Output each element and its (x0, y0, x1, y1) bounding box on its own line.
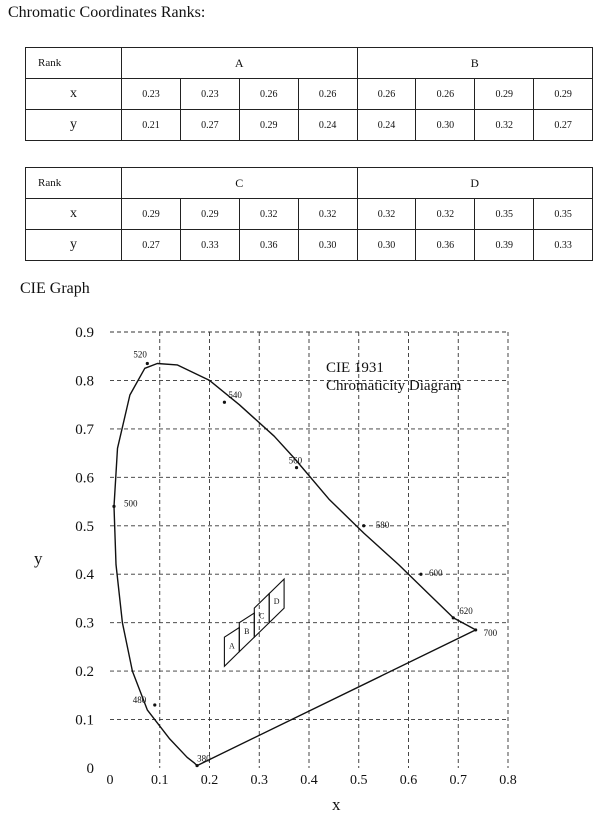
table-cell: 0.32 (298, 199, 357, 230)
table-cell: 0.39 (475, 230, 534, 261)
rank-label: Rank (26, 168, 122, 199)
wavelength-marker (146, 362, 149, 365)
table-cell: 0.23 (180, 79, 239, 110)
grid (110, 332, 508, 768)
chart-title-line: Chromaticity Diagram (326, 378, 462, 394)
y-tick-label: 0.7 (75, 421, 94, 438)
spectral-locus (112, 349, 497, 767)
group-label-c: C (122, 168, 358, 199)
table-cell: 0.29 (475, 79, 534, 110)
table-cell: 0.21 (122, 110, 181, 141)
y-tick-label: 0.4 (75, 567, 94, 584)
table-row (26, 79, 593, 110)
table-cell: 0.35 (534, 199, 593, 230)
rank-regions (224, 579, 284, 666)
rank-table-cd (25, 167, 593, 261)
row-label-y: y (26, 230, 122, 261)
x-tick-label: 0.2 (200, 773, 219, 788)
table-row (26, 110, 593, 141)
spectral-locus-line (114, 364, 476, 766)
table-cell: 0.24 (357, 110, 416, 141)
x-tick-label: 0.1 (151, 773, 169, 788)
y-tick-label: 0.1 (75, 712, 94, 729)
y-tick-label: 0.2 (75, 664, 94, 681)
wavelength-marker (419, 573, 422, 576)
wavelength-label: 520 (133, 349, 147, 360)
wavelength-label: 560 (288, 455, 303, 466)
row-label-y: y (26, 110, 122, 141)
table-cell: 0.33 (534, 230, 593, 261)
group-label-b: B (357, 48, 593, 79)
rank-region-label: C (259, 611, 265, 621)
table-cell: 0.35 (475, 199, 534, 230)
table-cell: 0.26 (239, 79, 298, 110)
wavelength-label: 480 (132, 695, 147, 706)
table-cell: 0.27 (180, 110, 239, 141)
wavelength-marker (153, 703, 156, 706)
chart-title (326, 360, 462, 394)
y-tick-label: 0 (86, 761, 94, 777)
table-cell: 0.33 (180, 230, 239, 261)
table-cell: 0.23 (122, 79, 181, 110)
table-cell: 0.32 (239, 199, 298, 230)
y-axis-title: y (34, 549, 43, 568)
table-cell: 0.24 (298, 110, 357, 141)
x-tick-label: 0.3 (250, 773, 268, 788)
table-cell: 0.26 (298, 79, 357, 110)
x-axis-title: x (332, 795, 341, 814)
x-tick-label: 0 (106, 773, 114, 788)
table-row (26, 199, 593, 230)
rank-region-label: B (244, 627, 250, 637)
wavelength-marker (195, 764, 198, 767)
table-cell: 0.32 (416, 199, 475, 230)
rank-region-label: D (273, 596, 280, 606)
y-tick-label: 0.8 (75, 373, 94, 390)
table-cell: 0.29 (122, 199, 181, 230)
table-cell: 0.27 (534, 110, 593, 141)
wavelength-marker (223, 401, 226, 404)
table-cell: 0.27 (122, 230, 181, 261)
wavelength-label: 580 (375, 519, 390, 530)
y-tick-label: 0.6 (75, 470, 94, 487)
page-heading: Chromatic Coordinates Ranks: (8, 4, 206, 21)
group-label-a: A (122, 48, 358, 79)
table-cell: 0.30 (357, 230, 416, 261)
table-row (26, 230, 593, 261)
table-cell: 0.32 (475, 110, 534, 141)
x-tick-label: 0.4 (300, 773, 318, 788)
wavelength-label: 380 (197, 753, 211, 764)
table-header-row (26, 168, 593, 199)
x-tick-label: 0.5 (350, 773, 368, 788)
wavelength-label: 500 (123, 498, 138, 509)
table-cell: 0.29 (180, 199, 239, 230)
group-label-d: D (357, 168, 593, 199)
table-cell: 0.29 (534, 79, 593, 110)
x-tick-label: 0.6 (399, 773, 418, 788)
rank-region-label: A (228, 641, 235, 651)
wavelength-marker (362, 524, 365, 527)
table-cell: 0.30 (416, 110, 475, 141)
row-label-x: x (26, 79, 122, 110)
y-tick-label: 0.9 (75, 325, 94, 341)
table-header-row (26, 48, 593, 79)
row-label-x: x (26, 199, 122, 230)
wavelength-marker (452, 616, 455, 619)
wavelength-marker (295, 466, 298, 469)
wavelength-marker (474, 628, 477, 631)
wavelength-marker (112, 505, 115, 508)
wavelength-label: 620 (459, 605, 473, 616)
table-cell: 0.26 (357, 79, 416, 110)
x-tick-label: 0.7 (449, 773, 467, 788)
chart-title-line: CIE 1931 (326, 360, 384, 376)
y-tick-label: 0.3 (75, 615, 94, 632)
table-cell: 0.26 (416, 79, 475, 110)
table-cell: 0.29 (239, 110, 298, 141)
wavelength-label: 600 (428, 568, 443, 579)
wavelength-label: 700 (483, 627, 498, 638)
table-cell: 0.36 (239, 230, 298, 261)
table-cell: 0.36 (416, 230, 475, 261)
table-cell: 0.32 (357, 199, 416, 230)
rank-table-ab (25, 47, 593, 141)
x-tick-label: 0.8 (499, 773, 517, 788)
table-cell: 0.30 (298, 230, 357, 261)
cie-chromaticity-chart (0, 300, 605, 820)
axis-ticks (75, 325, 517, 788)
graph-heading: CIE Graph (20, 280, 90, 297)
y-tick-label: 0.5 (75, 518, 94, 535)
rank-label: Rank (26, 48, 122, 79)
wavelength-label: 540 (228, 390, 242, 401)
